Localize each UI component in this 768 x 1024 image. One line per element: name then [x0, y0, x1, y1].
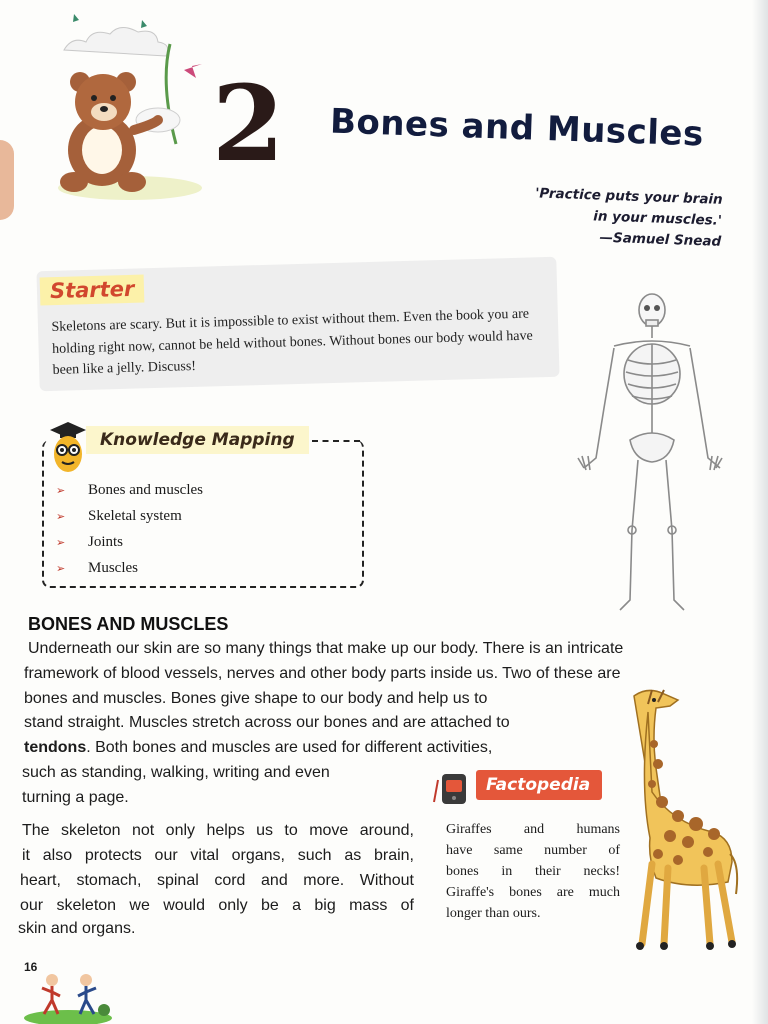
paragraph-line: turning a page. [22, 789, 129, 806]
paragraph-line: The skeleton not only helps us to move around, [22, 822, 414, 839]
list-item [56, 555, 203, 581]
chapter-number: 2 [212, 62, 285, 185]
starter-label: Starter [40, 275, 145, 306]
graduate-mascot-icon [48, 416, 88, 476]
paragraph-line: skin and organs. [18, 920, 136, 937]
paragraph-text: . Both bones and muscles are used for different activities, [86, 739, 493, 756]
list-item-label: Bones and muscles [88, 481, 203, 498]
paragraph-line: Underneath our skin are so many things that make up our body. There is an intricate [28, 640, 624, 657]
paragraph-line: bones and muscles. Bones give shape to our body and help us to [24, 690, 488, 707]
paragraph-line: framework of blood vessels, nerves and other body parts inside us. Two of these are [24, 665, 621, 682]
list-item-label: Skeletal system [88, 507, 182, 524]
list-item [56, 529, 203, 555]
paragraph-line: such as standing, walking, writing and even [22, 764, 330, 781]
paragraph-line: it also protects our vital organs, such as brain, [22, 847, 414, 864]
starter-text: Skeletons are scary. But it is impossible to exist without them. Even the book you are holding right now, cannot be held without bones. Without bones our body would have been like a jelly. Discuss! [51, 306, 533, 379]
chapter-title: Bones and Muscles [329, 101, 705, 155]
kids-illustration [20, 964, 116, 1024]
quote-line: 'Practice puts your brain [535, 185, 723, 208]
chapter-quote [499, 182, 723, 252]
list-item [56, 477, 203, 503]
quote-line: in your muscles.' [592, 208, 723, 229]
arrow-bullet-icon: ➢ [56, 510, 66, 523]
paragraph-line [24, 739, 492, 757]
list-item-label: Joints [88, 533, 124, 550]
page-number: 16 [24, 960, 38, 974]
knowledge-mapping-list [56, 477, 203, 581]
factopedia-label: Factopedia [476, 770, 602, 800]
knowledge-mapping-header [86, 426, 309, 454]
fact-line: Giraffe's bones are much [446, 885, 620, 900]
fact-line: have same number of [446, 843, 620, 858]
arrow-bullet-icon: ➢ [56, 484, 66, 497]
teddy-bear-illustration [50, 10, 210, 200]
section-heading: BONES AND MUSCLES [28, 614, 229, 634]
knowledge-mapping-label: Knowledge Mapping [100, 430, 295, 450]
paragraph-line: heart, stomach, spinal cord and more. Without [20, 872, 414, 889]
paragraph-line: stand straight. Muscles stretch across our bones and are attached to [24, 714, 510, 731]
arrow-bullet-icon: ➢ [56, 536, 66, 549]
page-shadow [752, 0, 768, 1024]
paragraph-line: our skeleton we would only be a big mass of [20, 897, 414, 914]
arrow-bullet-icon: ➢ [56, 562, 66, 575]
fact-line: bones in their necks! [446, 864, 620, 879]
skeleton-illustration [570, 290, 730, 615]
factopedia-device-icon [432, 770, 472, 808]
divider [312, 440, 360, 442]
quote-author: —Samuel Snead [599, 229, 722, 250]
fact-line: longer than ours. [446, 906, 541, 921]
page-edge [0, 140, 14, 220]
fact-line: Giraffes and humans [446, 822, 620, 837]
list-item-label: Muscles [88, 559, 138, 576]
list-item [56, 503, 203, 529]
giraffe-illustration [618, 684, 742, 952]
key-term: tendons [24, 739, 87, 756]
